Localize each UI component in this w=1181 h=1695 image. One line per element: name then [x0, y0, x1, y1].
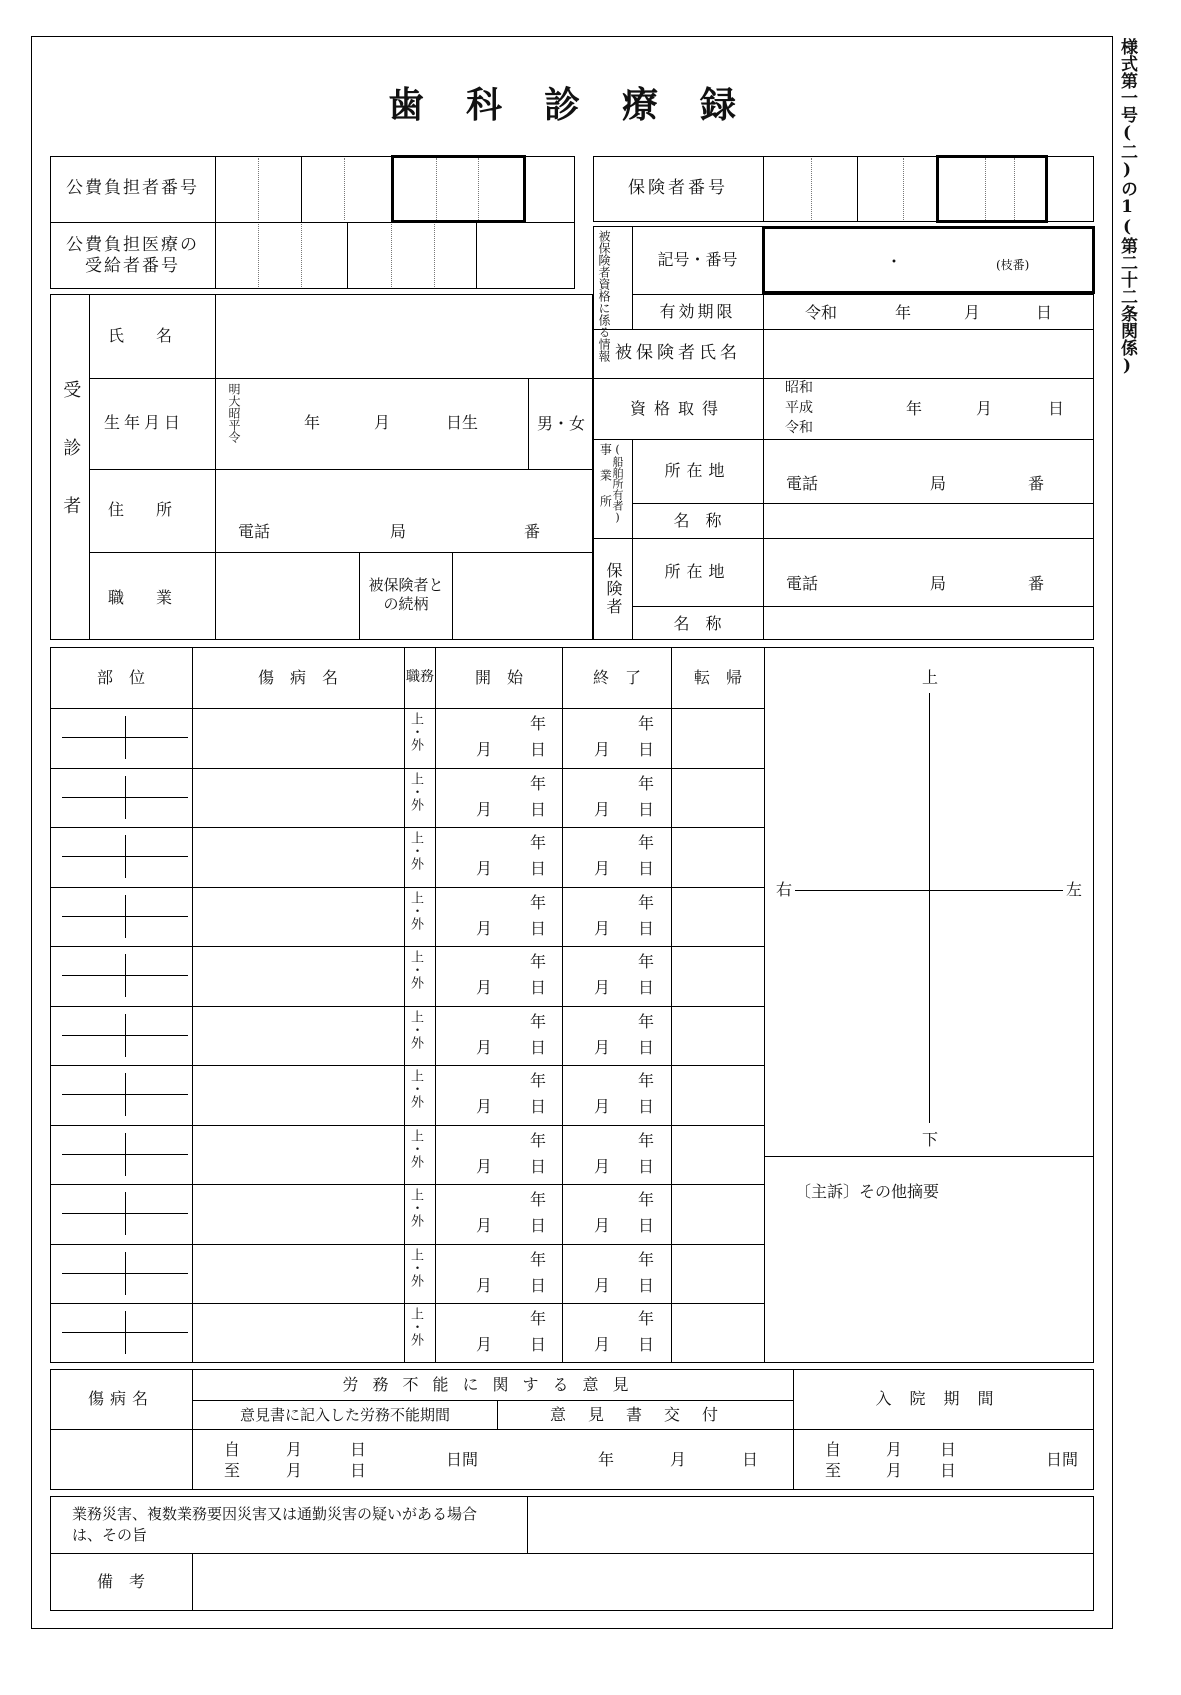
hosp-to-month: 月 [886, 1461, 903, 1480]
start-day: 日 [530, 1275, 547, 1295]
site-cross [62, 1133, 188, 1176]
issue-year: 年 [598, 1450, 615, 1469]
duty-mark[interactable]: 上・外 [408, 1247, 423, 1287]
hosp-from-month: 月 [886, 1440, 903, 1459]
end-year: 年 [638, 833, 655, 852]
validity-month: 月 [964, 303, 981, 322]
start-day: 日 [530, 1216, 547, 1235]
end-month: 月 [594, 978, 611, 997]
start-month: 月 [476, 1275, 493, 1295]
patient-phone: 電話 [238, 522, 271, 541]
start-year: 年 [530, 773, 547, 793]
insurer-phone: 電話 [786, 574, 819, 593]
employer-location-label: 所在地 [664, 461, 731, 480]
opinion-title: 労務不能に関する意見 [342, 1375, 643, 1394]
end-day: 日 [638, 1156, 655, 1176]
qual-era-heisei: 平成 [785, 400, 813, 416]
end-day: 日 [638, 1335, 655, 1354]
start-day: 日 [530, 799, 547, 819]
hosp-days: 日間 [1046, 1450, 1079, 1469]
start-day: 日 [530, 1335, 547, 1354]
insurer-label: 保険者 [604, 562, 623, 616]
public-recipient-no-label: 公費負担医療の受給者番号 [66, 234, 199, 276]
start-year: 年 [530, 952, 547, 971]
end-day: 日 [638, 1275, 655, 1295]
insurer-no-label: 保険者番号 [628, 178, 728, 199]
teeth-horizontal-axis [795, 890, 1063, 891]
site-cross [62, 835, 188, 878]
qualified-label: 資格取得 [629, 399, 726, 418]
end-year: 年 [638, 1249, 655, 1269]
teeth-left: 左 [1066, 880, 1083, 899]
start-year: 年 [530, 714, 547, 733]
start-day: 日 [530, 1037, 547, 1057]
end-month: 月 [594, 1335, 611, 1354]
notes-label: 〔主訴〕その他摘要 [795, 1182, 940, 1201]
start-year: 年 [530, 1190, 547, 1209]
birth-eras: 明大昭平令 [227, 383, 241, 443]
end-month: 月 [594, 859, 611, 878]
insurer-location-label: 所在地 [664, 562, 731, 581]
validity-year: 年 [895, 303, 912, 322]
insurer-name-label: 名 称 [673, 613, 722, 633]
end-month: 月 [594, 1275, 611, 1295]
end-year: 年 [638, 952, 655, 971]
start-month: 月 [476, 1156, 493, 1176]
start-day: 日 [530, 1156, 547, 1176]
end-day: 日 [638, 978, 655, 997]
insurer-check-box [936, 155, 1048, 223]
name-label: 氏 名 [108, 326, 173, 345]
issue-month: 月 [670, 1450, 687, 1469]
address-label: 住 所 [108, 500, 173, 519]
symbol-dot: ・ [886, 252, 903, 271]
start-day: 日 [530, 1097, 547, 1116]
relation-label: 被保険者との続柄 [368, 576, 444, 613]
insured-name-label: 被保険者氏名 [615, 343, 741, 364]
symbol-number-label: 記号・番号 [657, 250, 738, 269]
start-year: 年 [530, 892, 547, 912]
start-month: 月 [476, 740, 493, 759]
employer-number: 番 [1028, 474, 1045, 493]
end-month: 月 [594, 1037, 611, 1057]
public-payer-no-label: 公費負担者番号 [66, 178, 199, 199]
duty-mark[interactable]: 上・外 [408, 1128, 423, 1168]
validity-era: 令和 [805, 303, 838, 322]
start-month: 月 [476, 918, 493, 938]
site-cross [62, 1311, 188, 1354]
remarks-label: 備 考 [96, 1572, 145, 1591]
start-year: 年 [530, 1130, 547, 1150]
end-day: 日 [638, 799, 655, 819]
insured-info-label: 被保険者資格に係る情報 [597, 230, 611, 362]
site-cross [62, 1192, 188, 1235]
duty-mark[interactable]: 上・外 [408, 712, 423, 751]
qual-month: 月 [976, 399, 993, 418]
work-disease-label: 傷病名 [87, 1389, 154, 1408]
end-year: 年 [638, 1011, 655, 1031]
period-from-month: 月 [286, 1440, 303, 1459]
start-day: 日 [530, 740, 547, 759]
patient-office: 局 [390, 522, 407, 541]
end-year: 年 [638, 1309, 655, 1328]
period-to-month: 月 [286, 1461, 303, 1480]
start-month: 月 [476, 1097, 493, 1116]
hosp-to-day: 日 [940, 1461, 957, 1480]
site-cross [62, 1073, 188, 1116]
employer-name-label: 名 称 [673, 511, 722, 530]
period-label: 意見書に記入した労務不能期間 [239, 1405, 450, 1424]
birth-label: 生年月日 [104, 413, 185, 432]
end-month: 月 [594, 1097, 611, 1116]
employer-label: 事業所 [598, 443, 613, 521]
teeth-top: 上 [922, 668, 939, 687]
start-day: 日 [530, 918, 547, 938]
patient-section-label: 受診者 [60, 380, 82, 554]
occupation-label: 職 業 [108, 588, 173, 607]
end-year: 年 [638, 773, 655, 793]
duty-mark[interactable]: 上・外 [408, 950, 423, 989]
teeth-bottom: 下 [922, 1130, 939, 1149]
birth-month: 月 [374, 413, 391, 432]
symbol-number-box [762, 226, 1095, 294]
duty-mark[interactable]: 上・外 [408, 771, 423, 811]
issue-day: 日 [742, 1450, 759, 1469]
employer-phone: 電話 [786, 474, 819, 493]
col-end: 終 了 [592, 667, 641, 687]
validity-day: 日 [1036, 303, 1053, 322]
col-disease: 傷 病 名 [257, 667, 338, 687]
end-day: 日 [638, 740, 655, 759]
start-year: 年 [530, 1011, 547, 1031]
start-day: 日 [530, 978, 547, 997]
insurer-office: 局 [930, 574, 947, 593]
start-month: 月 [476, 1037, 493, 1057]
site-cross [62, 1014, 188, 1057]
validity-label: 有効期限 [659, 302, 736, 321]
qual-era-showa: 昭和 [785, 380, 813, 396]
period-to-day: 日 [350, 1461, 367, 1480]
site-cross [62, 895, 188, 938]
col-outcome: 転 帰 [693, 667, 742, 687]
end-day: 日 [638, 1037, 655, 1057]
start-year: 年 [530, 1249, 547, 1269]
duty-mark[interactable]: 上・外 [408, 831, 423, 870]
start-year: 年 [530, 833, 547, 852]
period-from: 自 [224, 1440, 241, 1459]
patient-number: 番 [524, 522, 541, 541]
issue-label: 意見書交付 [549, 1405, 740, 1424]
duty-mark[interactable]: 上・外 [408, 1069, 423, 1108]
end-year: 年 [638, 1130, 655, 1150]
start-day: 日 [530, 859, 547, 878]
form-number-note: 様式第一号(二)の1(第二十二条関係) [1117, 38, 1137, 376]
site-cross [62, 716, 188, 759]
period-days: 日間 [446, 1450, 479, 1469]
site-cross [62, 954, 188, 997]
end-year: 年 [638, 892, 655, 912]
start-month: 月 [476, 859, 493, 878]
employer-office: 局 [930, 474, 947, 493]
teeth-vertical-axis [929, 693, 930, 1123]
branch-no-label: (枝番) [996, 258, 1030, 272]
hosp-label: 入院期間 [875, 1389, 1012, 1408]
payer-check-box [391, 155, 526, 223]
duty-mark[interactable]: 上・外 [408, 1307, 423, 1346]
duty-mark[interactable]: 上・外 [408, 1009, 423, 1049]
end-month: 月 [594, 799, 611, 819]
end-day: 日 [638, 1216, 655, 1235]
site-cross [62, 776, 188, 819]
duty-mark[interactable]: 上・外 [408, 1188, 423, 1227]
col-site: 部 位 [96, 667, 145, 687]
start-year: 年 [530, 1071, 547, 1090]
duty-mark[interactable]: 上・外 [408, 890, 423, 930]
hosp-from: 自 [825, 1440, 842, 1459]
end-month: 月 [594, 918, 611, 938]
qual-era-reiwa: 令和 [785, 420, 813, 436]
end-day: 日 [638, 918, 655, 938]
col-start: 開 始 [474, 667, 523, 687]
end-month: 月 [594, 1156, 611, 1176]
end-year: 年 [638, 1190, 655, 1209]
end-month: 月 [594, 740, 611, 759]
site-cross [62, 1252, 188, 1295]
employer-sub-label: (船舶所有者) [611, 443, 624, 524]
period-to: 至 [224, 1461, 241, 1480]
end-month: 月 [594, 1216, 611, 1235]
start-month: 月 [476, 1335, 493, 1354]
qual-day: 日 [1048, 399, 1065, 418]
birth-day: 日生 [446, 413, 479, 432]
hosp-from-day: 日 [940, 1440, 957, 1459]
insurer-number: 番 [1028, 574, 1045, 593]
start-year: 年 [530, 1309, 547, 1328]
hosp-to: 至 [825, 1461, 842, 1480]
end-year: 年 [638, 1071, 655, 1090]
end-day: 日 [638, 859, 655, 878]
accident-label: 業務災害、複数業務要因災害又は通勤災害の疑いがある場合は、その旨 [72, 1505, 478, 1544]
qual-year: 年 [906, 399, 923, 418]
period-from-day: 日 [350, 1440, 367, 1459]
end-day: 日 [638, 1097, 655, 1116]
start-month: 月 [476, 978, 493, 997]
teeth-right: 右 [776, 880, 793, 899]
end-year: 年 [638, 714, 655, 733]
page-title: 歯 科 診 療 録 [388, 84, 740, 126]
col-duty: 職務 [406, 668, 434, 685]
start-month: 月 [476, 799, 493, 819]
birth-year: 年 [304, 413, 321, 432]
start-month: 月 [476, 1216, 493, 1235]
sex-options[interactable]: 男・女 [536, 414, 585, 433]
